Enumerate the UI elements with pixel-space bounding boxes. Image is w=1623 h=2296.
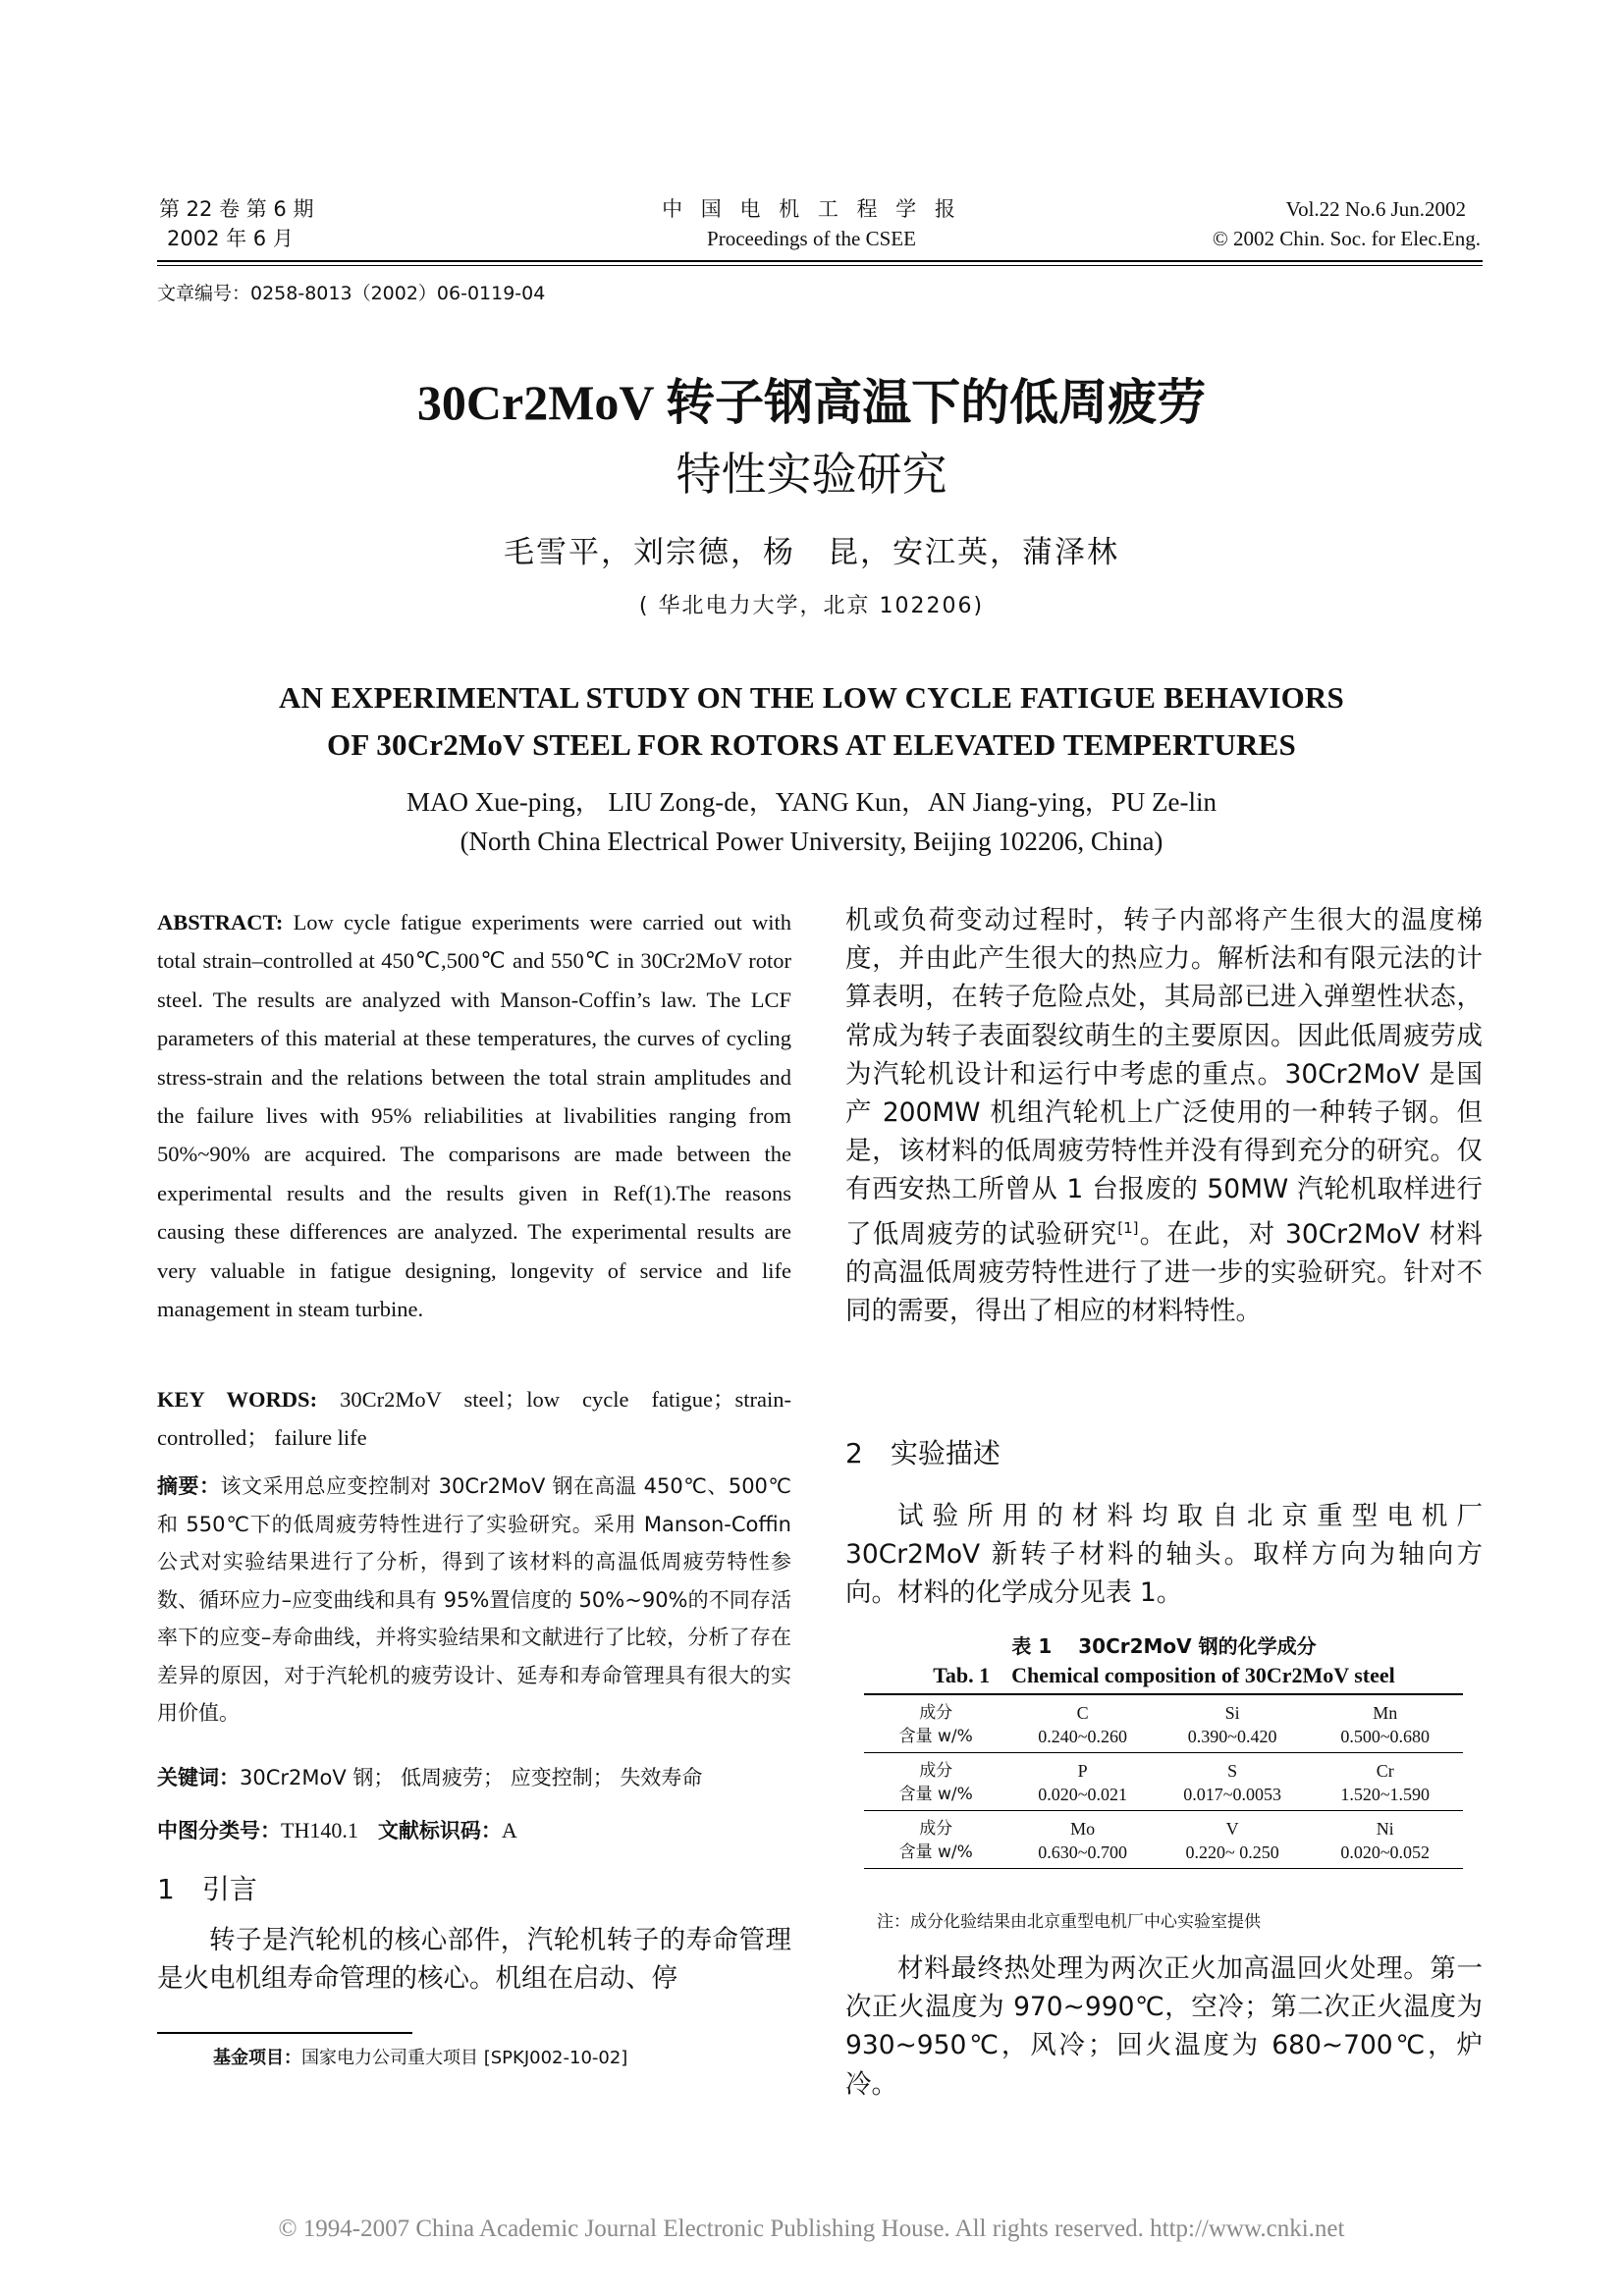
table-cell-value: 0.020~0.021 <box>1007 1783 1158 1811</box>
footnote-rule <box>157 2032 412 2034</box>
journal-name-en: Proceedings of the CSEE <box>707 227 916 250</box>
footnote-label: 基金项目： <box>213 2048 301 2068</box>
doc-code-label: 文献标识码： <box>377 1819 502 1842</box>
table-cell-element: P <box>1077 1761 1088 1781</box>
footnote-text: 国家电力公司重大项目 [SPKJ002-10-02] <box>301 2048 628 2068</box>
authors-cn: 毛雪平，刘宗德，杨 昆，安江英，蒲泽林 <box>504 535 1119 570</box>
table-cell-value: 0.017~0.0053 <box>1158 1783 1308 1811</box>
zhaiyao-text: 该文采用总应变控制对 30Cr2MoV 钢在高温 450℃、500℃和 550℃下的低周疲劳特性进行了实验研究。采用 Manson-Coffin 公式对实验结果进行了分析，得到了该材料的高温低周疲劳特性参数、循环应力–应变曲线和具有 95%置信度的 50%~90%的不同存活率下的应变–寿命曲线，并将实验结果和文献进行了比较，分析了存在差异的原因，对于汽轮机的疲劳设计、延寿和寿命管理具有很大的实用价值。 <box>157 1474 792 1725</box>
volume-issue-cn: 第 22 卷 第 6 期 <box>159 197 314 221</box>
title-en-line1: AN EXPERIMENTAL STUDY ON THE LOW CYCLE FATIGUE BEHAVIORS <box>279 680 1344 715</box>
table-cell-value: 0.220~ 0.250 <box>1158 1841 1308 1869</box>
table-cell-value: 0.390~0.420 <box>1158 1725 1308 1753</box>
table-cell-element: V <box>1225 1819 1239 1839</box>
abstract-cn <box>157 1468 791 1733</box>
table-cell-element: Cr <box>1376 1761 1394 1781</box>
table-body <box>864 1695 1463 1869</box>
copyright-line: © 2002 Chin. Soc. for Elec.Eng. <box>1212 227 1481 250</box>
table-cell-element: Ni <box>1376 1819 1394 1839</box>
table-cell-value: 0.240~0.260 <box>1007 1725 1158 1753</box>
journal-name-cn: 中 国 电 机 工 程 学 报 <box>662 197 961 221</box>
table-row-values <box>864 1725 1463 1753</box>
table-caption-cn: 表 1 30Cr2MoV 钢的化学成分 <box>1011 1634 1317 1658</box>
table-row-elements <box>864 1753 1463 1784</box>
row-label-content: 含量 w/% <box>864 1841 1007 1869</box>
class-value: TH140.1 <box>281 1818 358 1842</box>
table-caption-en: Tab. 1 Chemical composition of 30Cr2MoV steel <box>933 1663 1395 1687</box>
section-2-para: 试验所用的材料均取自北京重型电机厂 30Cr2MoV 新转子材料的轴头。取样方向为轴向方向。材料的化学成分见表 1。 <box>845 1501 1483 1609</box>
title-cn-line2: 特性实验研究 <box>676 448 947 501</box>
row-label-content: 含量 w/% <box>864 1725 1007 1753</box>
keywords-cn <box>157 1759 791 1797</box>
citation-ref: [1] <box>1117 1218 1139 1237</box>
table-cell-value: 0.500~0.680 <box>1307 1725 1463 1753</box>
table-row-elements <box>864 1695 1463 1725</box>
volume-issue-en: Vol.22 No.6 Jun.2002 <box>1285 197 1466 221</box>
table-note: 注：成分化验结果由北京重型电机厂中心实验室提供 <box>877 1912 1261 1932</box>
abstract-en <box>157 903 791 1328</box>
date-cn: 2002 年 6 月 <box>167 227 294 250</box>
abstract-text: Low cycle fatigue experiments were carried out with total strain–controlled at 450℃,500℃ and 550℃ in 30Cr2MoV rotor steel. The results are analyzed with Manson-Coffin’s law. The LCF parameters of this material at these temperatures, the curves of cycling stress-strain and the relations between the total strain amplitudes and the failure lives with 95% reliabilities at livabilities ranging from 50%~90% are acquired. The comparisons are made between the experimental results and the results given in Ref(1).The reasons causing these differences are analyzed. The experimental results are very valuable in fatigue designing, longevity of service and life management in steam turbine. <box>157 910 791 1322</box>
intro-text-a: 机或负荷变动过程时，转子内部将产生很大的温度梯度，并由此产生很大的热应力。解析法和有限元法的计算表明，在转子危险点处，其局部已进入弹塑性状态，常成为转子表面裂纹萌生的主要原因。因此低周疲劳成为汽轮机设计和运行中考虑的重点。30Cr2MoV 是国产 200MW 机组汽轮机上广泛使用的一种转子钢。但是，该材料的低周疲劳特性并没有得到充分的研究。仅有西安热工所曾从 1 台报废的 50MW 汽轮机取样进行了低周疲劳的试验研究 <box>845 905 1483 1250</box>
key-words-label: KEY WORDS: <box>157 1387 318 1412</box>
guanjianci-text: 30Cr2MoV 钢； 低周疲劳； 应变控制； 失效寿命 <box>240 1766 703 1789</box>
intro-para-continued <box>845 901 1483 1330</box>
authors-en: MAO Xue-ping， LIU Zong-de，YANG Kun，AN Jiang-ying，PU Ze-lin <box>406 787 1217 817</box>
zhaiyao-label: 摘要： <box>157 1474 221 1498</box>
class-label: 中图分类号： <box>157 1819 281 1842</box>
title-en-line2: OF 30Cr2MoV STEEL FOR ROTORS AT ELEVATED TEMPERTURES <box>327 727 1296 762</box>
chemical-composition-table <box>864 1693 1463 1869</box>
key-words-en <box>157 1380 791 1458</box>
row-label-component: 成分 <box>919 1819 953 1839</box>
doc-code-value: A <box>501 1818 517 1842</box>
key-words-text: 30Cr2MoV steel；low cycle fatigue；strain-controlled； failure life <box>157 1387 791 1451</box>
page-footer: © 1994-2007 China Academic Journal Electronic Publishing House. All rights reserved. http://www.cnki.net <box>278 2216 1345 2242</box>
affiliation-en: (North China Electrical Power University, Beijing 102206, China) <box>460 827 1163 856</box>
table-cell-element: Mn <box>1373 1703 1398 1723</box>
section-2-heading: 2 实验描述 <box>845 1437 1001 1469</box>
classification-line <box>157 1812 791 1850</box>
table-row-values <box>864 1841 1463 1869</box>
table-cell-element: Si <box>1224 1703 1240 1723</box>
footnote <box>213 2044 627 2069</box>
table-cell-value: 0.630~0.700 <box>1007 1841 1158 1869</box>
table-cell-value: 1.520~1.590 <box>1307 1783 1463 1811</box>
section-1-heading: 1 引言 <box>157 1873 257 1905</box>
table-cell-value: 0.020~0.052 <box>1307 1841 1463 1869</box>
intro-text-b: 。在此，对 30Cr2MoV 材料的高温低周疲劳特性进行了进一步的实验研究。针对不同的需要，得出了相应的材料特性。 <box>845 1218 1484 1326</box>
guanjianci-label: 关键词： <box>157 1766 240 1789</box>
table-cell-element: C <box>1076 1703 1089 1723</box>
row-label-component: 成分 <box>919 1761 953 1781</box>
header-rule-thin <box>157 265 1483 266</box>
table-row-values <box>864 1783 1463 1811</box>
title-cn-line1 <box>0 363 1623 434</box>
heat-treatment-para: 材料最终热处理为两次正火加高温回火处理。第一次正火温度为 970~990℃，空冷；第二次正火温度为 930~950℃，风冷；回火温度为 680~700℃，炉冷。 <box>845 1953 1483 2100</box>
abstract-label: ABSTRACT: <box>157 910 284 934</box>
header-rule <box>157 260 1483 262</box>
title-cn-line1-text: 30Cr2MoV 转子钢高温下的低周疲劳 <box>416 375 1207 430</box>
row-label-component: 成分 <box>919 1703 953 1723</box>
table-cell-element: S <box>1227 1761 1238 1781</box>
row-label-content: 含量 w/% <box>864 1783 1007 1811</box>
table-cell-element: Mo <box>1070 1819 1096 1839</box>
article-id: 文章编号：0258-8013（2002）06-0119-04 <box>157 283 546 304</box>
table-row-elements <box>864 1811 1463 1842</box>
section-1-para: 转子是汽轮机的核心部件，汽轮机转子的寿命管理是火电机组寿命管理的核心。机组在启动、停 <box>157 1925 791 1995</box>
affiliation-cn: ( 华北电力大学，北京 102206) <box>638 594 985 618</box>
